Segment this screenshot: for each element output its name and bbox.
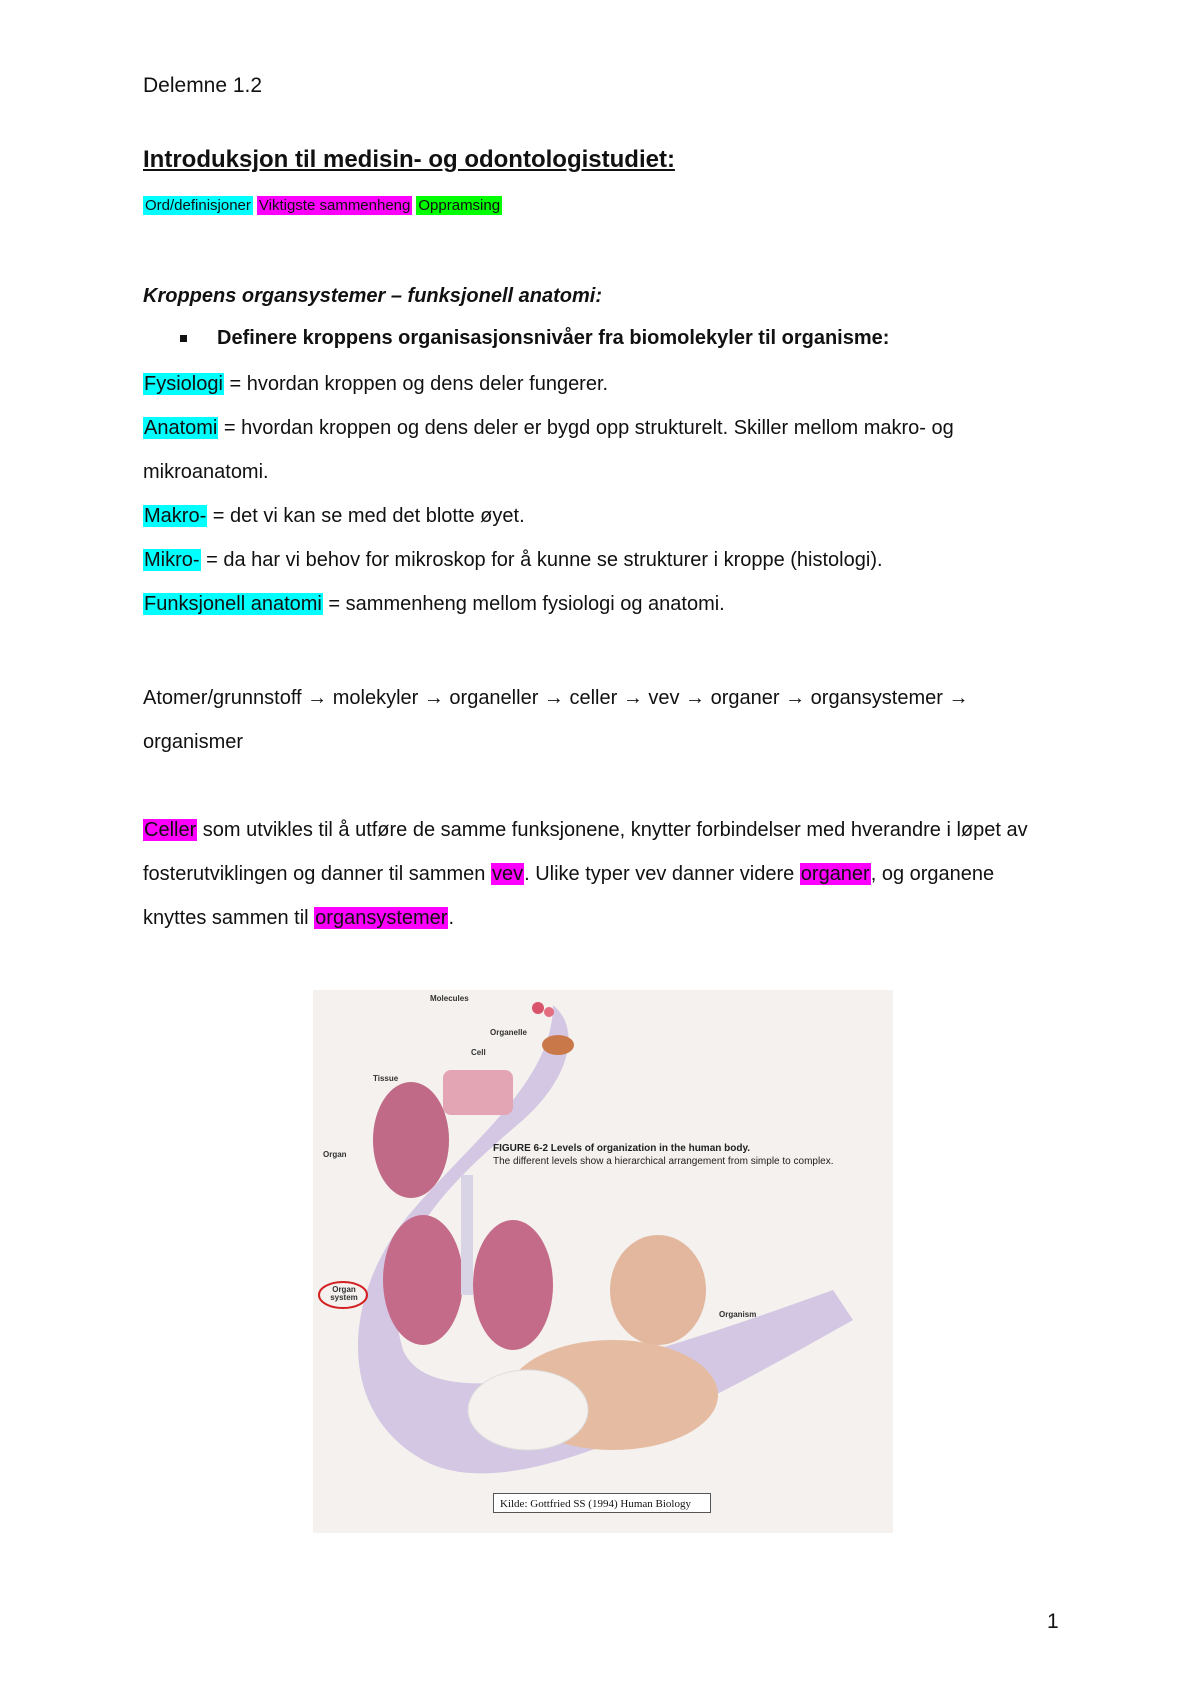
label-organelle: Organelle bbox=[490, 1028, 527, 1037]
label-molecules: Molecules bbox=[430, 994, 469, 1003]
color-legend bbox=[143, 196, 502, 215]
molecule-icon bbox=[532, 1002, 544, 1014]
label-organ: Organ bbox=[323, 1150, 347, 1159]
left-lung-icon bbox=[383, 1215, 463, 1345]
term-highlight: Fysiologi bbox=[144, 373, 223, 395]
definition-funksjonell bbox=[143, 582, 1063, 626]
definition-text: = da har vi behov for mikroskop for å kunne se strukturer i kroppe (histologi). bbox=[200, 549, 883, 571]
document-title: Introduksjon til medisin- og odontologistudiet: bbox=[143, 146, 675, 173]
baby-head-icon bbox=[610, 1235, 706, 1345]
term-celler: Celler bbox=[144, 819, 197, 841]
legend-connections: Viktigste sammenheng bbox=[258, 197, 411, 214]
section-heading: Kroppens organsystemer – funksjonell anatomi: bbox=[143, 285, 602, 307]
legend-listing: Oppramsing bbox=[418, 197, 501, 214]
bullet-text: Definere kroppens organisasjonsnivåer fra biomolekyler til organisme: bbox=[217, 327, 890, 349]
label-cell: Cell bbox=[471, 1048, 486, 1057]
bullet-item bbox=[180, 327, 889, 350]
figure-description: The different levels show a hierarchical arrangement from simple to complex. bbox=[493, 1156, 834, 1167]
page-header: Delemne 1.2 bbox=[143, 74, 263, 97]
term-organsystemer: organsystemer bbox=[315, 907, 448, 929]
levels-of-organization-figure bbox=[313, 990, 893, 1533]
definition-text: = sammenheng mellom fysiologi og anatomi. bbox=[322, 593, 725, 615]
paragraph-text: . Ulike typer vev danner videre bbox=[524, 863, 800, 885]
figure-source: Kilde: Gottfried SS (1994) Human Biology bbox=[493, 1493, 711, 1513]
hierarchy-line: Atomer/grunnstoff → molekyler → organeller → celler → vev → organer → organsystemer → organismer bbox=[143, 687, 969, 753]
definition-anatomi bbox=[143, 406, 1063, 494]
right-lung-icon bbox=[473, 1220, 553, 1350]
definition-text: = det vi kan se med det blotte øyet. bbox=[207, 505, 525, 527]
definition-text: = hvordan kroppen og dens deler fungerer. bbox=[223, 373, 609, 395]
term-highlight: Anatomi bbox=[144, 417, 218, 439]
label-tissue: Tissue bbox=[373, 1074, 399, 1083]
term-highlight: Mikro- bbox=[144, 549, 200, 571]
term-vev: vev bbox=[491, 863, 524, 885]
term-highlight: Funksjonell anatomi bbox=[144, 593, 322, 615]
trachea-icon bbox=[461, 1175, 473, 1295]
diaper-icon bbox=[468, 1370, 588, 1450]
term-organer: organer bbox=[800, 863, 870, 885]
figure-title: FIGURE 6-2 Levels of organization in the human body. bbox=[493, 1143, 751, 1154]
molecule-icon bbox=[544, 1007, 554, 1017]
explanation-paragraph bbox=[143, 808, 1063, 940]
label-organism: Organism bbox=[719, 1310, 757, 1319]
definition-text: = hvordan kroppen og dens deler er bygd opp strukturelt. Skiller mellom makro- og mikroanatomi. bbox=[143, 417, 954, 483]
paragraph-text: , og organene knyttes sammen til bbox=[143, 863, 995, 929]
definition-makro bbox=[143, 494, 1063, 538]
legend-definitions: Ord/definisjoner bbox=[145, 197, 251, 214]
page-number: 1 bbox=[1047, 1610, 1059, 1633]
definitions-block bbox=[143, 362, 1063, 626]
paragraph-text: . bbox=[448, 907, 455, 929]
label-organ-system: Organ system bbox=[330, 1285, 358, 1302]
figure-illustration bbox=[313, 990, 893, 1533]
lung-organ-icon bbox=[373, 1082, 449, 1198]
bullet-square-icon bbox=[180, 335, 187, 342]
tissue-icon bbox=[443, 1070, 513, 1115]
definition-fysiologi bbox=[143, 362, 1063, 406]
organelle-icon bbox=[542, 1035, 574, 1055]
definition-mikro bbox=[143, 538, 1063, 582]
paragraph-text: som utvikles til å utføre de samme funksjonene, knytter forbindelser med hverandre i løpet av fosterutviklingen og danner til sammen bbox=[143, 819, 1028, 885]
term-highlight: Makro- bbox=[144, 505, 207, 527]
